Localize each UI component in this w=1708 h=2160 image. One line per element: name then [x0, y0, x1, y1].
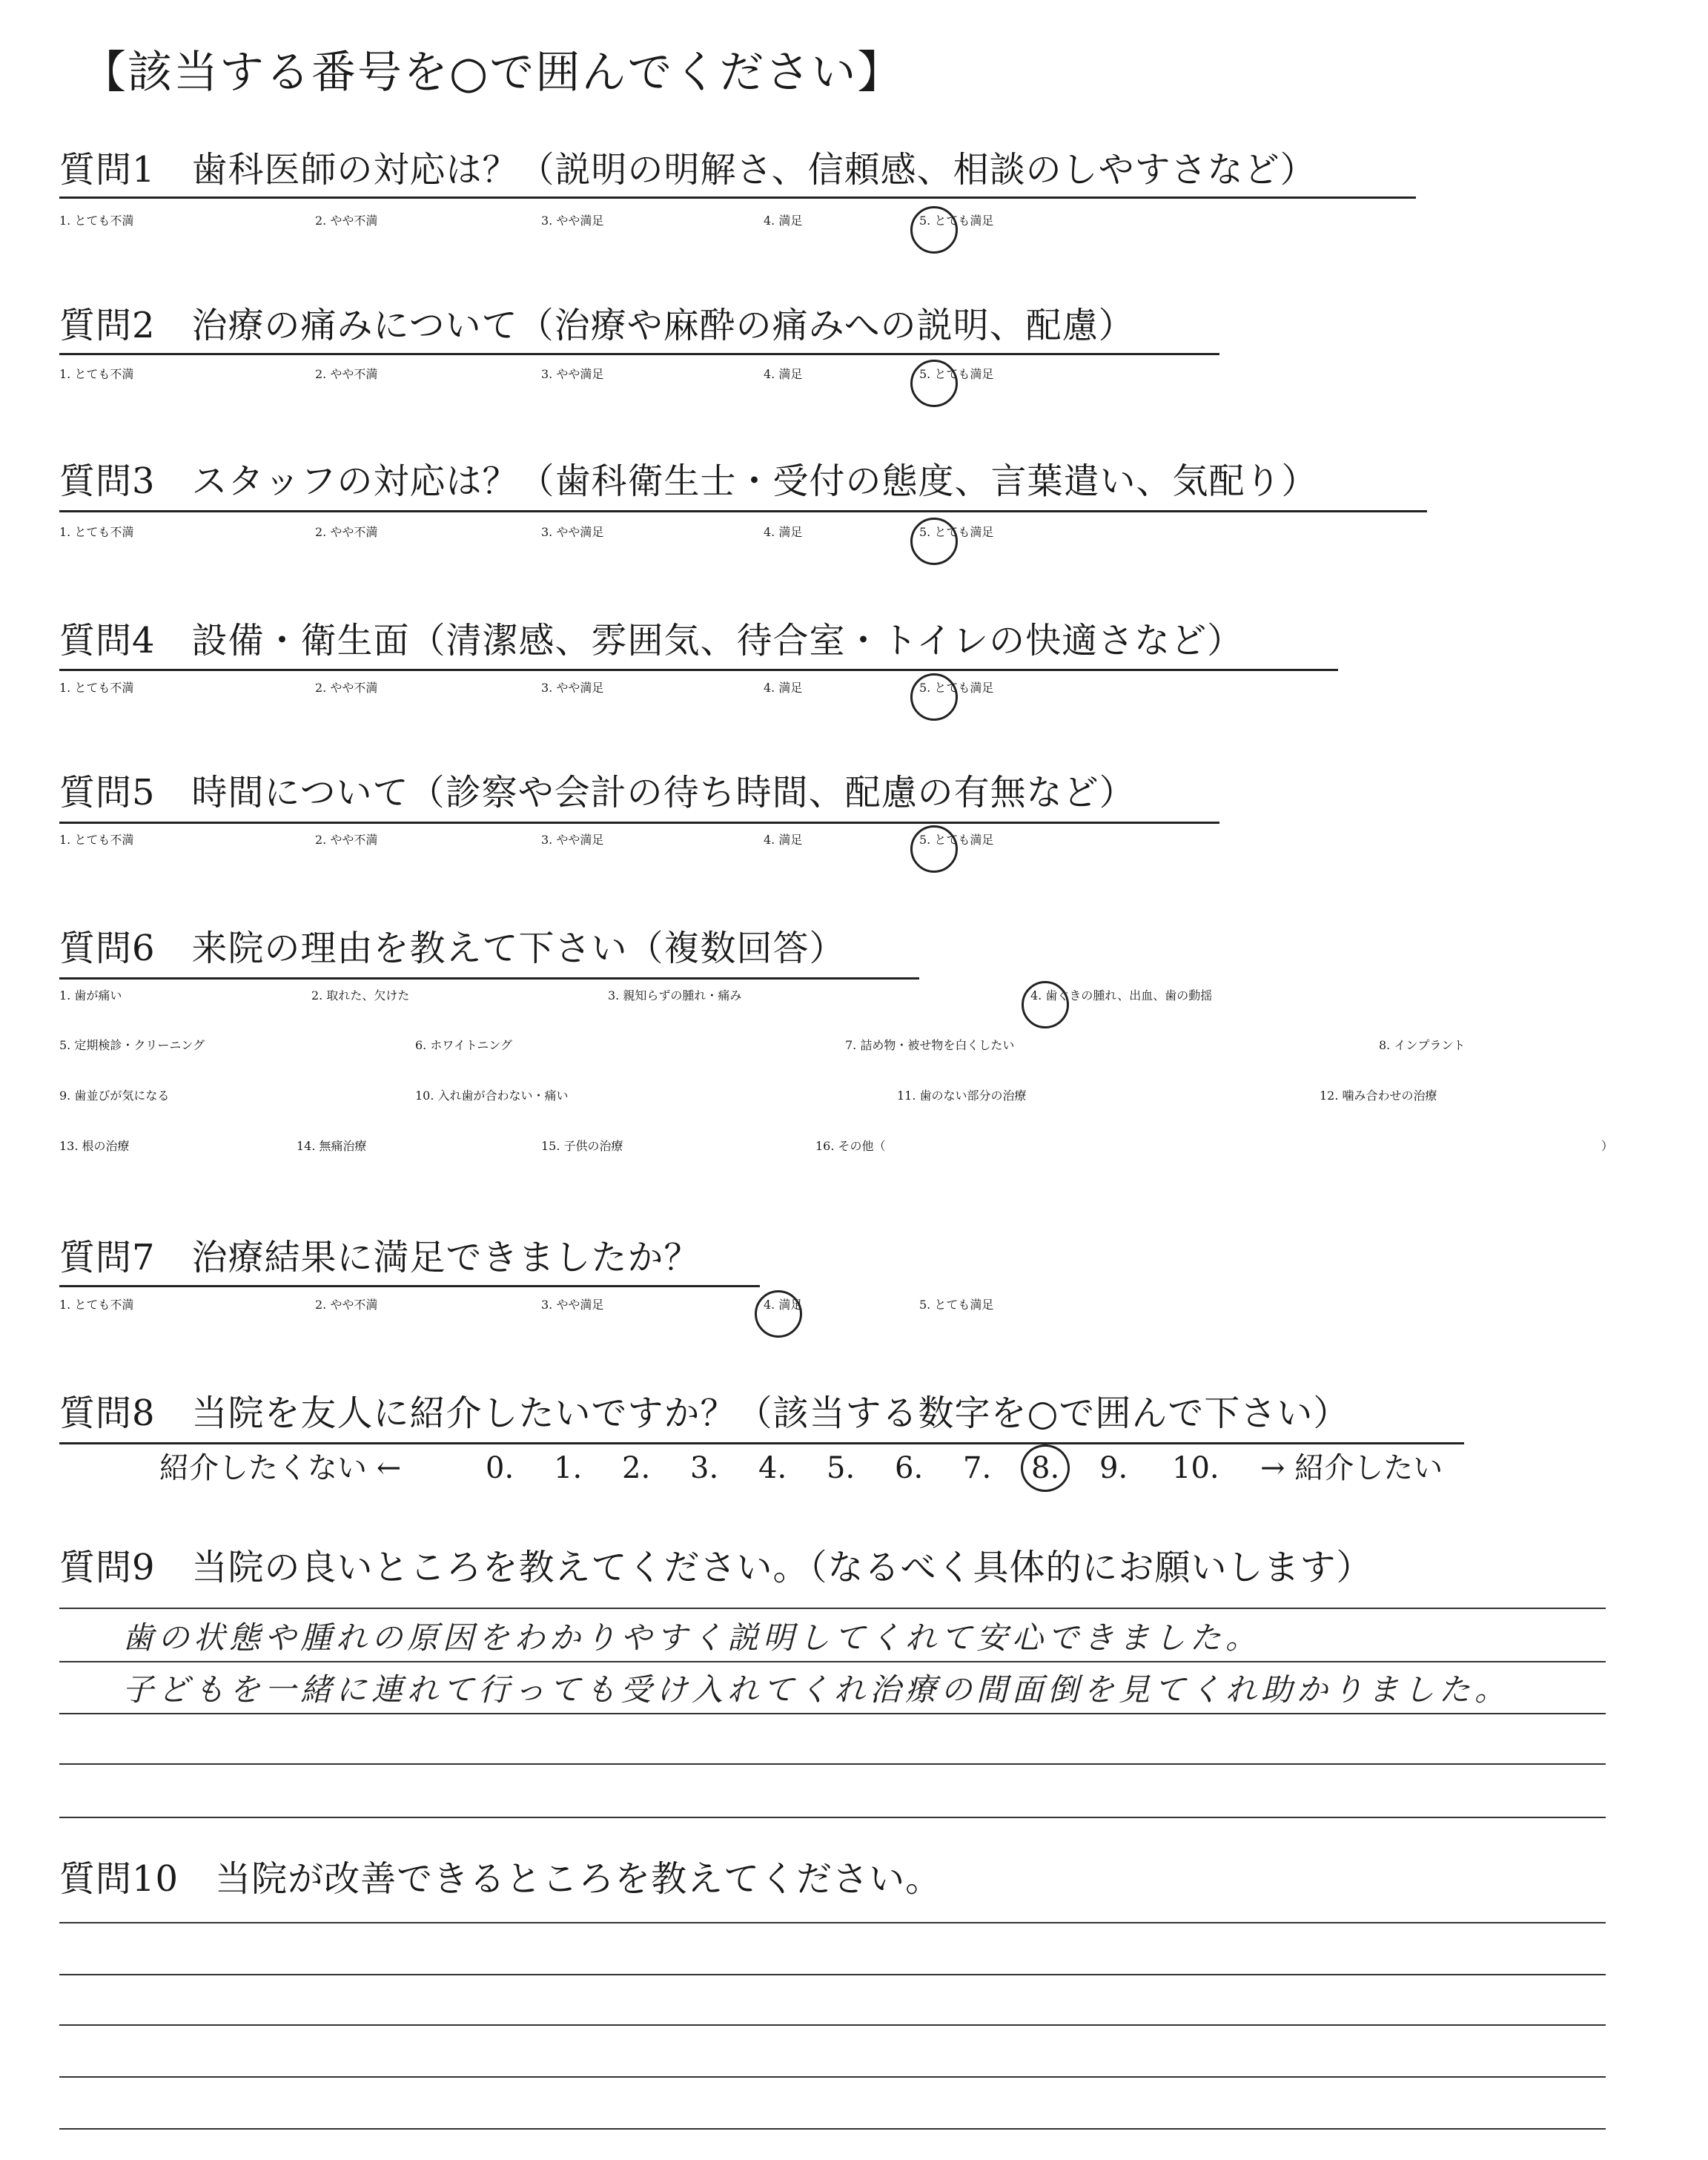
- q1-option-5[interactable]: 5. とても満足: [919, 214, 994, 228]
- q5-option-4[interactable]: 4. 満足: [764, 833, 803, 847]
- q9-answer-rule-3: [59, 1713, 1606, 1714]
- q6-reason-8[interactable]: 8. インプラント: [1379, 1038, 1466, 1052]
- q6-reason-11[interactable]: 11. 歯のない部分の治療: [897, 1089, 1027, 1103]
- q1-option-1[interactable]: 1. とても不満: [59, 214, 134, 228]
- q3-option-3[interactable]: 3. やや満足: [541, 525, 604, 539]
- q1-underline: [59, 196, 1416, 199]
- q8-heading: 質問8 当院を友人に紹介したいですか？（該当する数字を○で囲んで下さい）: [59, 1393, 1350, 1434]
- q4-heading: 質問4 設備・衛生面（清潔感、雰囲気、待合室・トイレの快適さなど）: [59, 620, 1244, 661]
- q5-option-1[interactable]: 1. とても不満: [59, 833, 134, 847]
- q6-reason-2[interactable]: 2. 取れた、欠けた: [311, 988, 410, 1003]
- q10-heading: 質問10 当院が改善できるところを教えてください。: [59, 1858, 942, 1900]
- q6-reason-13[interactable]: 13. 根の治療: [59, 1139, 130, 1153]
- q8-scale-1[interactable]: 1.: [554, 1451, 583, 1485]
- q8-scale-9[interactable]: 9.: [1099, 1451, 1128, 1485]
- q6-reason-1[interactable]: 1. 歯が痛い: [59, 988, 122, 1003]
- q2-option-1[interactable]: 1. とても不満: [59, 367, 134, 381]
- q10-answer-rule-2: [59, 1974, 1606, 1975]
- q1-option-3[interactable]: 3. やや満足: [541, 214, 604, 228]
- q10-answer-rule-1: [59, 1922, 1606, 1923]
- q3-option-5[interactable]: 5. とても満足: [919, 525, 994, 539]
- q8-left-label[interactable]: 紹介したくない ←: [159, 1451, 402, 1485]
- q6-reason-5[interactable]: 5. 定期検診・クリーニング: [59, 1038, 205, 1052]
- q8-scale-2[interactable]: 2.: [622, 1451, 651, 1485]
- q3-option-2[interactable]: 2. やや不満: [315, 525, 378, 539]
- q8-scale-8[interactable]: 8.: [1031, 1451, 1060, 1485]
- q4-option-2[interactable]: 2. やや不満: [315, 681, 378, 695]
- q5-underline: [59, 822, 1219, 824]
- q3-option-4[interactable]: 4. 満足: [764, 525, 803, 539]
- q4-selected-circle: [910, 673, 958, 721]
- form-title: 【該当する番号を○で囲んでください】: [82, 47, 904, 99]
- q3-heading: 質問3 スタッフの対応は？（歯科衛生士・受付の態度、言葉遣い、気配り）: [59, 460, 1318, 502]
- q8-scale-6[interactable]: 6.: [895, 1451, 924, 1485]
- q6-reason-3[interactable]: 3. 親知らずの腫れ・痛み: [608, 988, 742, 1003]
- q2-heading: 質問2 治療の痛みについて（治療や麻酔の痛みへの説明、配慮）: [59, 305, 1135, 346]
- q9-heading: 質問9 当院の良いところを教えてください。（なるべく具体的にお願いします）: [59, 1547, 1373, 1588]
- q1-heading: 質問1 歯科医師の対応は？（説明の明解さ、信頼感、相談のしやすさなど）: [59, 149, 1317, 191]
- q2-option-3[interactable]: 3. やや満足: [541, 367, 604, 381]
- q1-option-4[interactable]: 4. 満足: [764, 214, 803, 228]
- q6-reason-9[interactable]: 9. 歯並びが気になる: [59, 1089, 170, 1103]
- q8-selected-circle: [1021, 1444, 1070, 1492]
- q6-reason-15[interactable]: 15. 子供の治療: [541, 1139, 623, 1153]
- q2-option-4[interactable]: 4. 満足: [764, 367, 803, 381]
- q5-option-3[interactable]: 3. やや満足: [541, 833, 604, 847]
- q7-option-4[interactable]: 4. 満足: [764, 1298, 803, 1312]
- q8-scale-7[interactable]: 7.: [963, 1451, 992, 1485]
- q6-reason-16[interactable]: 16. その他（: [815, 1139, 886, 1153]
- q3-underline: [59, 510, 1427, 512]
- q3-selected-circle: [910, 518, 958, 565]
- q8-scale-0[interactable]: 0.: [486, 1451, 514, 1485]
- q6-heading: 質問6 来院の理由を教えて下さい（複数回答）: [59, 928, 846, 969]
- q8-underline: [59, 1442, 1464, 1444]
- q6-reason-10[interactable]: 10. 入れ歯が合わない・痛い: [415, 1089, 569, 1103]
- q2-option-5[interactable]: 5. とても満足: [919, 367, 994, 381]
- q9-answer-rule-2: [59, 1661, 1606, 1662]
- q10-answer-rule-4: [59, 2076, 1606, 2078]
- q5-option-5[interactable]: 5. とても満足: [919, 833, 994, 847]
- q10-answer-rule-3: [59, 2024, 1606, 2026]
- q7-underline: [59, 1285, 760, 1287]
- q1-option-2[interactable]: 2. やや不満: [315, 214, 378, 228]
- q8-scale-5[interactable]: 5.: [827, 1451, 855, 1485]
- q2-underline: [59, 353, 1219, 355]
- q7-option-3[interactable]: 3. やや満足: [541, 1298, 604, 1312]
- q4-option-1[interactable]: 1. とても不満: [59, 681, 134, 695]
- q8-scale-4[interactable]: 4.: [758, 1451, 787, 1485]
- q9-answer-rule-4: [59, 1763, 1606, 1765]
- q10-answer-rule-5: [59, 2128, 1606, 2130]
- q9-answer-rule-1: [59, 1608, 1606, 1609]
- q5-heading: 質問5 時間について（診察や会計の待ち時間、配慮の有無など）: [59, 772, 1136, 813]
- q1-selected-circle: [910, 206, 958, 254]
- q6-reason-12[interactable]: 12. 噛み合わせの治療: [1320, 1089, 1437, 1103]
- q3-option-1[interactable]: 1. とても不満: [59, 525, 134, 539]
- q7-option-5[interactable]: 5. とても満足: [919, 1298, 994, 1312]
- q9-answer-line-1: 歯の状態や腫れの原因をわかりやすく説明してくれて安心できました。: [122, 1619, 1262, 1656]
- q6-reason-7[interactable]: 7. 詰め物・被せ物を白くしたい: [845, 1038, 1015, 1052]
- q7-selected-circle: [755, 1290, 802, 1338]
- q7-heading: 質問7 治療結果に満足できましたか？: [59, 1237, 701, 1278]
- q8-scale-3[interactable]: 3.: [690, 1451, 719, 1485]
- q6-other-close[interactable]: ）: [1601, 1139, 1614, 1153]
- q5-selected-circle: [910, 825, 958, 873]
- q6-reason-14[interactable]: 14. 無痛治療: [297, 1139, 367, 1153]
- q5-option-2[interactable]: 2. やや不満: [315, 833, 378, 847]
- q8-right-label[interactable]: → 紹介したい: [1260, 1451, 1443, 1485]
- q4-underline: [59, 669, 1338, 671]
- q2-selected-circle: [910, 360, 958, 407]
- q9-answer-rule-5: [59, 1817, 1606, 1818]
- q7-option-1[interactable]: 1. とても不満: [59, 1298, 134, 1312]
- q4-option-3[interactable]: 3. やや満足: [541, 681, 604, 695]
- q6-selected-circle: [1022, 981, 1069, 1028]
- q6-underline: [59, 977, 919, 980]
- q2-option-2[interactable]: 2. やや不満: [315, 367, 378, 381]
- q8-scale-10[interactable]: 10.: [1172, 1451, 1219, 1485]
- q6-reason-6[interactable]: 6. ホワイトニング: [415, 1038, 512, 1052]
- q6-reason-4[interactable]: 4. 歯ぐきの腫れ、出血、歯の動揺: [1030, 988, 1213, 1003]
- q4-option-4[interactable]: 4. 満足: [764, 681, 803, 695]
- q9-answer-line-2: 子どもを一緒に連れて行っても受け入れてくれ治療の間面倒を見てくれ助かりました。: [122, 1671, 1511, 1708]
- q4-option-5[interactable]: 5. とても満足: [919, 681, 994, 695]
- q7-option-2[interactable]: 2. やや不満: [315, 1298, 378, 1312]
